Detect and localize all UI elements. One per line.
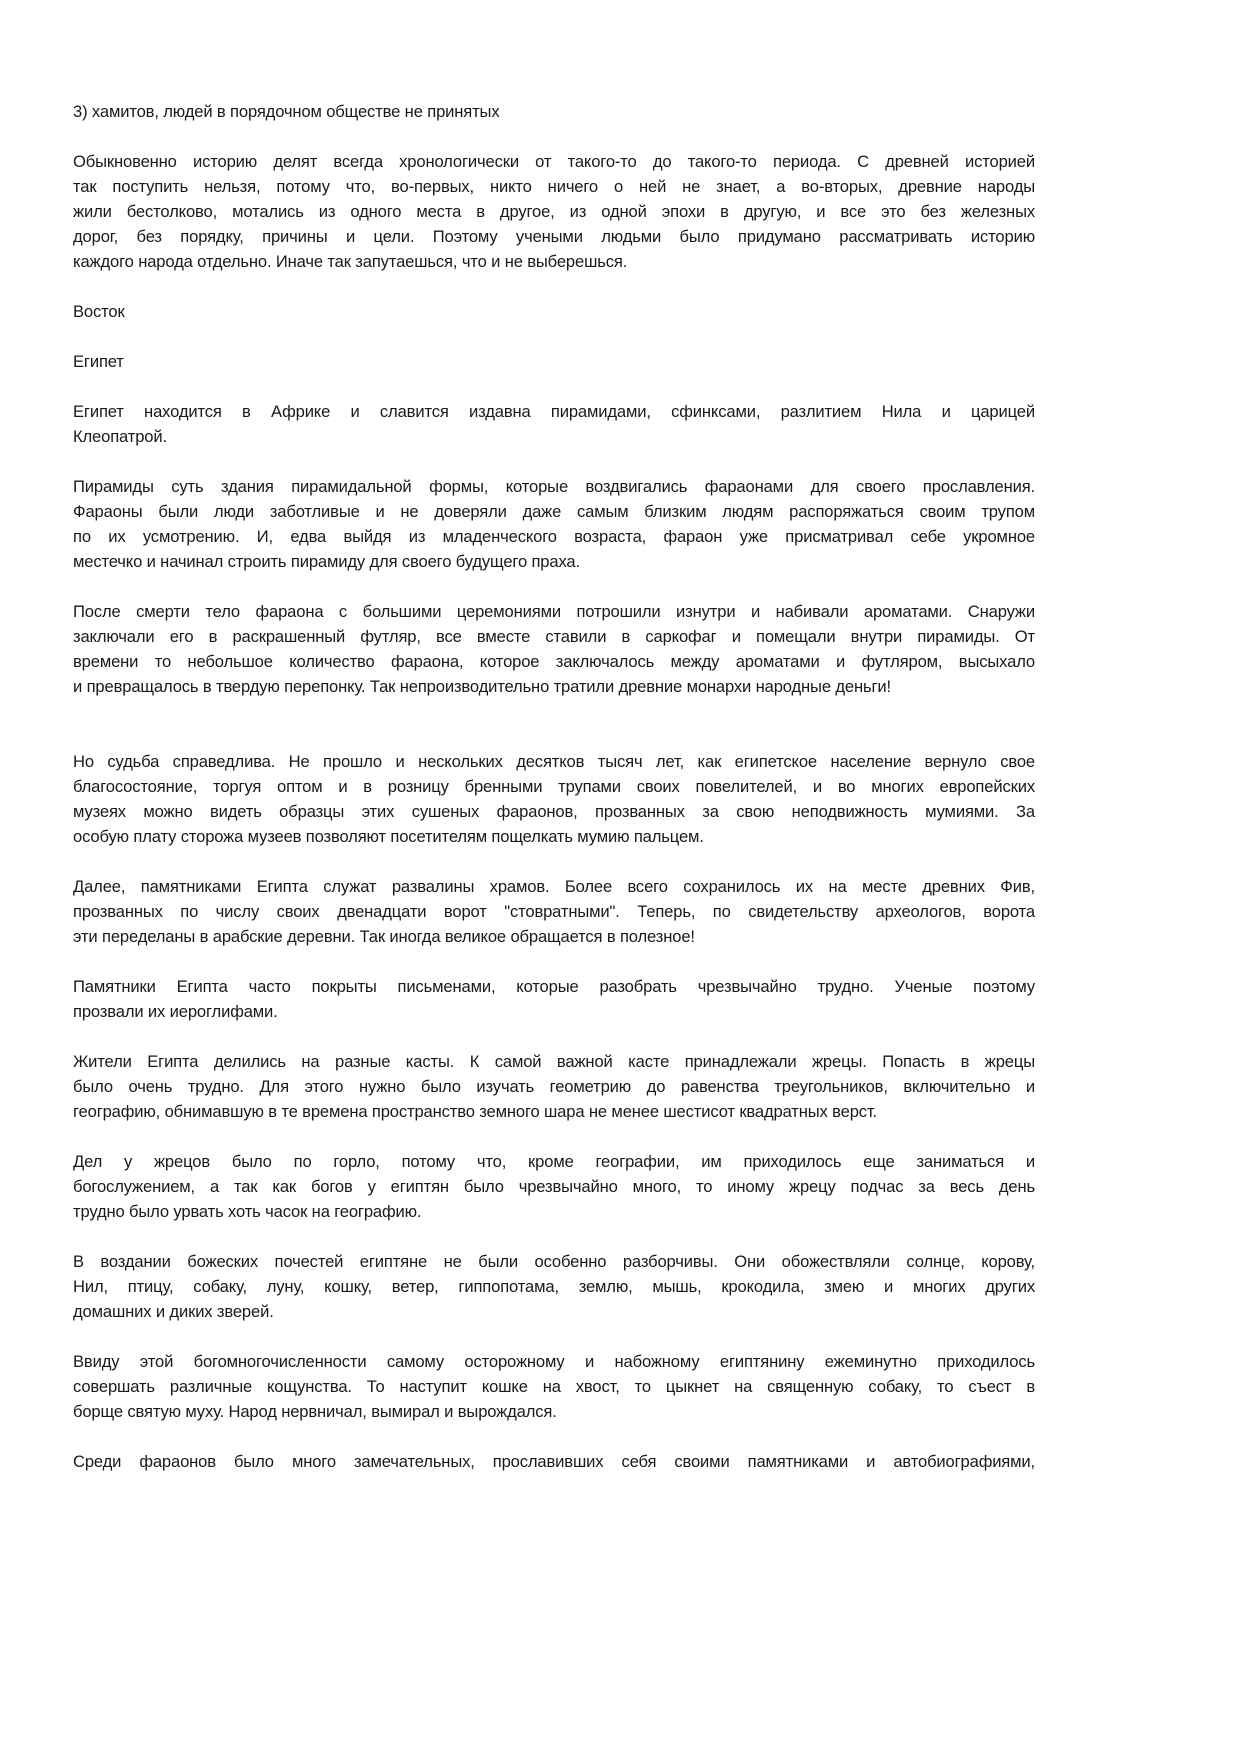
- text-line: Египет: [73, 352, 124, 371]
- text-line: Пирамиды суть здания пирамидальной формы, которые воздвигались фараонами для своего прославления.: [73, 477, 1035, 496]
- text-line: В воздании божеских почестей египтяне не были особенно разборчивы. Они обожествляли солнце, корову,: [73, 1252, 1035, 1271]
- text-line: Обыкновенно историю делят всегда хронологически от такого-то до такого-то периода. С древней историей: [73, 152, 1035, 171]
- text-line: и превращалось в твердую перепонку. Так непроизводительно тратили древние монархи народные деньги!: [73, 677, 891, 696]
- text-line: Дел у жрецов было по горло, потому что, кроме географии, им приходилось еще заниматься и: [73, 1152, 1035, 1171]
- text-line: прозванных по числу своих двенадцати ворот "стовратными". Теперь, по свидетельству археологов, ворота: [73, 902, 1035, 921]
- text-line: домашних и диких зверей.: [73, 1302, 274, 1321]
- paragraph: [73, 974, 1035, 1024]
- paragraph: [73, 349, 1035, 374]
- paragraph: [73, 1149, 1035, 1224]
- text-line: так поступить нельзя, потому что, во-первых, никто ничего о ней не знает, а во-вторых, древние народы: [73, 177, 1035, 196]
- text-line: Жители Египта делились на разные касты. К самой важной касте принадлежали жрецы. Попасть в жрецы: [73, 1052, 1035, 1071]
- text-line: богослужением, а так как богов у египтян было чрезвычайно много, то иному жрецу подчас за весь день: [73, 1177, 1035, 1196]
- paragraph: [73, 99, 1035, 124]
- text-line: Нил, птицу, собаку, луну, кошку, ветер, гиппопотама, землю, мышь, крокодила, змею и многих других: [73, 1277, 1035, 1296]
- text-line: Клеопатрой.: [73, 427, 167, 446]
- paragraph: [73, 299, 1035, 324]
- text-line: каждого народа отдельно. Иначе так запутаешься, что и не выберешься.: [73, 252, 628, 271]
- text-line: заключали его в раскрашенный футляр, все вместе ставили в саркофаг и помещали внутри пирамиды. От: [73, 627, 1035, 646]
- text-line: Фараоны были люди заботливые и не доверяли даже самым близким людям распоряжаться своим трупом: [73, 502, 1035, 521]
- paragraph: [73, 474, 1035, 574]
- text-line: Среди фараонов было много замечательных, прославивших себя своими памятниками и автобиографиями,: [73, 1452, 1035, 1471]
- paragraph: [73, 1249, 1035, 1324]
- text-line: Далее, памятниками Египта служат развалины храмов. Более всего сохранилось их на месте древних Фив,: [73, 877, 1035, 896]
- text-line: После смерти тело фараона с большими церемониями потрошили изнутри и набивали ароматами. Снаружи: [73, 602, 1035, 621]
- text-line: эти переделаны в арабские деревни. Так иногда великое обращается в полезное!: [73, 927, 695, 946]
- text-line: совершать различные кощунства. То наступит кошке на хвост, то цыкнет на священную собаку, то съест в: [73, 1377, 1035, 1396]
- document-page: [73, 99, 1035, 1499]
- text-line: музеях можно видеть образцы этих сушеных фараонов, прозванных за свою неподвижность мумиями. За: [73, 802, 1035, 821]
- paragraph: [73, 1049, 1035, 1124]
- text-line: борще святую муху. Народ нервничал, вымирал и вырождался.: [73, 1402, 557, 1421]
- paragraph: [73, 149, 1035, 274]
- paragraph: [73, 1449, 1035, 1474]
- text-line: прозвали их иероглифами.: [73, 1002, 278, 1021]
- paragraph: [73, 1349, 1035, 1424]
- paragraph: [73, 399, 1035, 449]
- paragraph: [73, 749, 1035, 849]
- text-line: было очень трудно. Для этого нужно было изучать геометрию до равенства треугольников, включительно и: [73, 1077, 1035, 1096]
- text-line: 3) хамитов, людей в порядочном обществе не принятых: [73, 102, 500, 121]
- text-line: по их усмотрению. И, едва выйдя из младенческого возраста, фараон уже присматривал себе укромное: [73, 527, 1035, 546]
- text-line: жили бестолково, мотались из одного места в другое, из одной эпохи в другую, и все это без железных: [73, 202, 1035, 221]
- text-line: времени то небольшое количество фараона, которое заключалось между ароматами и футляром, высыхало: [73, 652, 1035, 671]
- text-line: местечко и начинал строить пирамиду для своего будущего праха.: [73, 552, 580, 571]
- paragraph: [73, 874, 1035, 949]
- text-line: особую плату сторожа музеев позволяют посетителям пощелкать мумию пальцем.: [73, 827, 704, 846]
- text-line: Но судьба справедлива. Не прошло и нескольких десятков тысяч лет, как египетское население вернуло свое: [73, 752, 1035, 771]
- text-line: дорог, без порядку, причины и цели. Поэтому учеными людьми было придумано рассматривать историю: [73, 227, 1035, 246]
- text-line: Ввиду этой богомногочисленности самому осторожному и набожному египтянину ежеминутно приходилось: [73, 1352, 1035, 1371]
- text-line: Восток: [73, 302, 125, 321]
- paragraph: [73, 599, 1035, 699]
- text-line: Египет находится в Африке и славится издавна пирамидами, сфинксами, разлитием Нила и царицей: [73, 402, 1035, 421]
- text-line: благосостояние, торгуя оптом и в розницу бренными трупами своих повелителей, и во многих европейских: [73, 777, 1035, 796]
- text-line: Памятники Египта часто покрыты письменами, которые разобрать чрезвычайно трудно. Ученые поэтому: [73, 977, 1035, 996]
- text-line: трудно было урвать хоть часок на географию.: [73, 1202, 422, 1221]
- text-line: географию, обнимавшую в те времена пространство земного шара не менее шестисот квадратных верст.: [73, 1102, 878, 1121]
